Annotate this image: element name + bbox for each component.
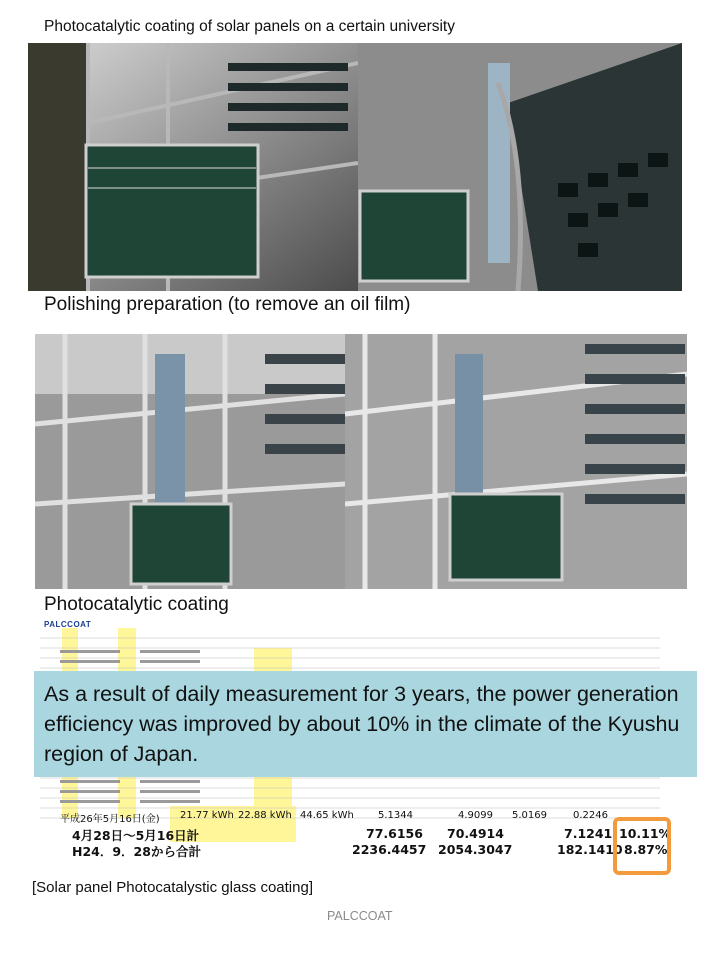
row-b-label: H24．9．28から合計 (72, 844, 201, 859)
row-b-v1: 2236.4457 (352, 842, 427, 857)
row-a-label: 4月28日～5月16日計 (72, 828, 200, 843)
photo-coating-right (345, 334, 687, 589)
table-row-total-a (72, 826, 672, 842)
row-b-v2: 2054.3047 (438, 842, 513, 857)
row-a-v1: 77.6156 (366, 826, 423, 841)
cell-kwh3: 44.65 kWh (300, 810, 354, 821)
photo-polishing-left (28, 43, 358, 291)
row-b-pct: 8.87% (624, 842, 668, 857)
cell-v1: 5.1344 (378, 810, 413, 821)
cell-v4: 0.2246 (573, 810, 608, 821)
row-a-pct: 10.11% (619, 826, 672, 841)
brand-footer: PALCCOAT (327, 909, 393, 923)
palccoat-table-logo: PALCCOAT (44, 620, 92, 629)
photo-polishing-right (358, 43, 682, 291)
photo-coating-left (35, 334, 345, 589)
page-title: Photocatalytic coating of solar panels on a certain university (44, 18, 455, 35)
table-row-total-b (72, 842, 672, 858)
caption-coating: Photocatalytic coating (44, 594, 229, 615)
footer-note: [Solar panel Photocatalystic glass coating] (32, 879, 313, 896)
caption-polishing: Polishing preparation (to remove an oil film) (44, 294, 411, 315)
row-b-v3: 182.1410 (557, 842, 623, 857)
cell-kwh2: 22.88 kWh (238, 810, 292, 821)
cell-v3: 5.0169 (512, 810, 547, 821)
result-callout: As a result of daily measurement for 3 years, the power generation efficiency was improved by about 10% in the climate of the Kyushu region of Japan. (34, 671, 697, 777)
cell-kwh1: 21.77 kWh (180, 810, 234, 821)
highlight-box (613, 817, 671, 875)
row-a-v2: 70.4914 (447, 826, 504, 841)
row-a-v3: 7.1241 (564, 826, 613, 841)
table-row-partial (60, 810, 670, 824)
cell-v2: 4.9099 (458, 810, 493, 821)
cell-date: 平成26年5月16日(金) (60, 814, 160, 825)
